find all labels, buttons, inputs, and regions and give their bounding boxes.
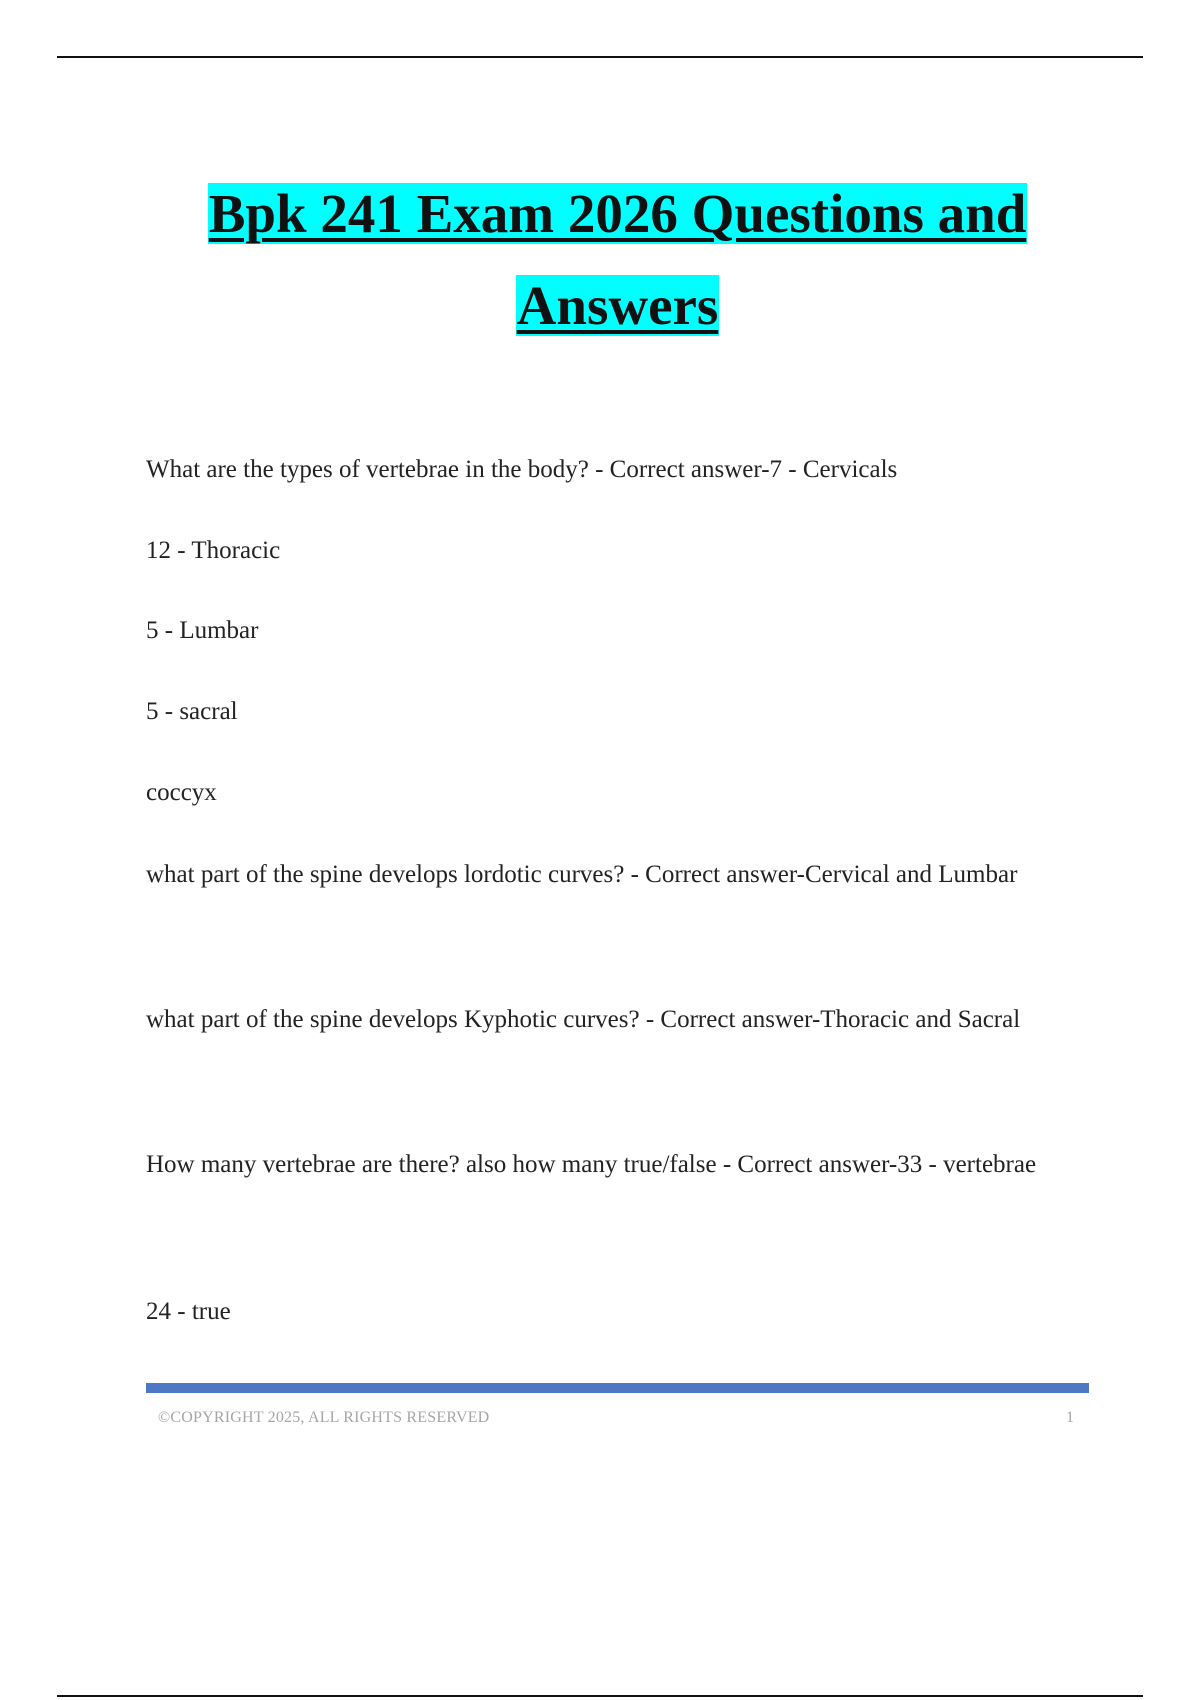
- paragraph-6: what part of the spine develops lordotic curves? - Correct answer-Cervical and Lumbar: [146, 861, 1018, 888]
- paragraph-3: 5 - Lumbar: [146, 617, 259, 644]
- footer-bar: [146, 1383, 1089, 1393]
- footer-page-number: 1: [1066, 1409, 1074, 1426]
- title-line-2: Answers: [516, 275, 719, 336]
- top-rule: [57, 56, 1143, 58]
- paragraph-2: 12 - Thoracic: [146, 537, 281, 564]
- paragraph-5: coccyx: [146, 779, 217, 806]
- document-title: [0, 168, 1200, 352]
- paragraph-7: what part of the spine develops Kyphotic curves? - Correct answer-Thoracic and Sacral: [146, 1006, 1021, 1033]
- paragraph-1: What are the types of vertebrae in the body? - Correct answer-7 - Cervicals: [146, 456, 898, 483]
- paragraph-9: 24 - true: [146, 1298, 231, 1325]
- paragraph-8: How many vertebrae are there? also how many true/false - Correct answer-33 - vertebrae: [146, 1151, 1037, 1178]
- bottom-rule: [57, 1695, 1143, 1697]
- footer-copyright: ©COPYRIGHT 2025, ALL RIGHTS RESERVED: [158, 1409, 490, 1426]
- paragraph-4: 5 - sacral: [146, 698, 238, 725]
- title-line-1: Bpk 241 Exam 2026 Questions and: [208, 183, 1027, 244]
